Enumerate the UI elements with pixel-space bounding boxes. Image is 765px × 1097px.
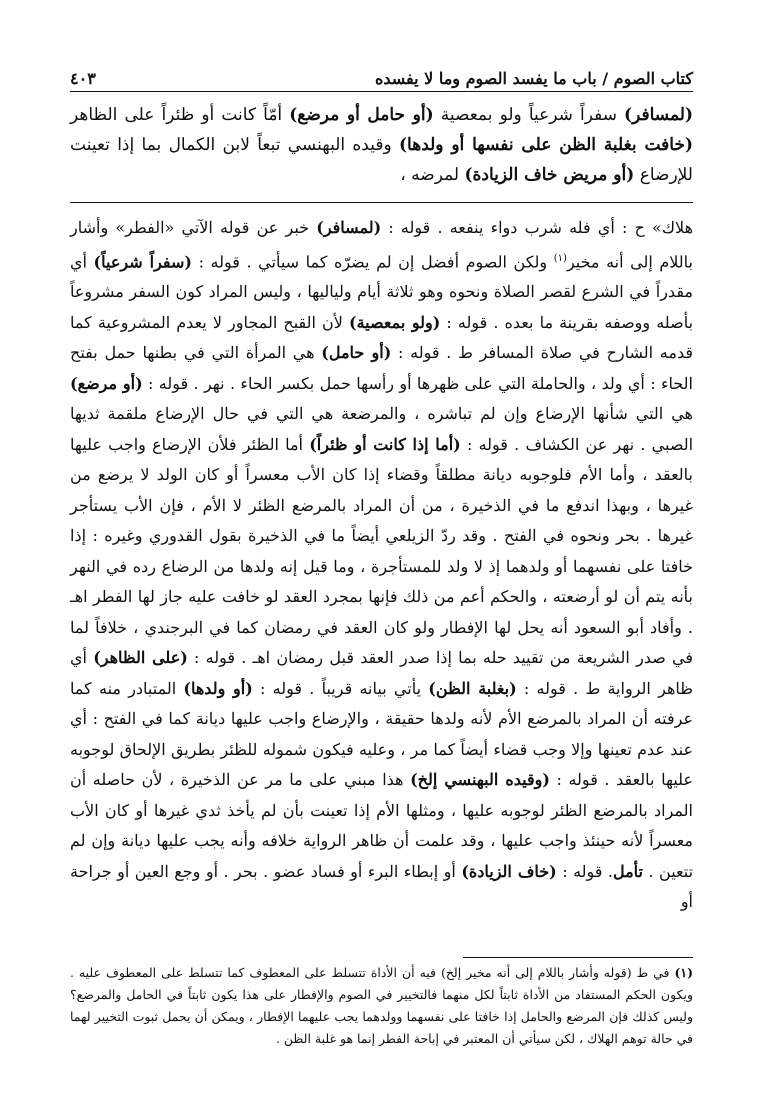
quoted-term: (أو ولدها)	[183, 678, 253, 698]
quoted-term: (خاف الزيادة)	[461, 861, 557, 881]
footnote	[70, 962, 693, 1050]
footnote-reference[interactable]: (١)	[553, 252, 567, 264]
commentary-text-run: هي المرأة التي في بطنها حمل بفتح الحاء : أي ولد ، والحاملة التي على ظهرها أو رأسها حمل بكسر الحاء . نهر . قوله :	[70, 343, 694, 393]
footnote-number: (١)	[674, 965, 693, 980]
commentary-text-run: . قوله :	[556, 861, 613, 881]
footnote-rule	[463, 957, 693, 958]
running-title: كتاب الصوم / باب ما يفسد الصوم وما لا يفسده	[374, 69, 693, 88]
quoted-term: (أو مرضع)	[70, 373, 143, 393]
quoted-term: (وقيده البهنسي إلخ)	[410, 770, 550, 790]
quoted-term: (أو حامل)	[321, 343, 392, 363]
page-header	[70, 58, 693, 88]
commentary-text-run: المتبادر منه كما عرفته أن المراد بالمرضع الأم لأنه ولدها حقيقة ، والإرضاع واجب عليها ديانة كما في الفتح : أي عند عدم تعينها وإلا وجب قضاء أيضاً كما مر ، وعليه فيكون شموله للظئر بطريق الإلحاق لوجوبه عليها بالعقد . قوله :	[70, 678, 693, 790]
commentary-text-run: هلاك» ح : أي فله شرب دواء ينفعه . قوله :	[381, 218, 694, 237]
section-divider	[70, 202, 693, 203]
matn-term: (أو مريض خاف الزيادة)	[464, 165, 635, 185]
commentary-text-run: ولكن الصوم أفضل إن لم يضرّه كما سيأتي . قوله :	[192, 251, 554, 271]
quoted-term: (لمسافر)	[316, 218, 382, 237]
commentary-text-run: أما الظئر فلأن الإرضاع واجب عليها بالعقد ، وأما الأم فلوجوبه ديانة مطلقاً وقضاء إذا كان الأب معسراً أو كان الولد لا يرضع من غيرها ، وبهذا اندفع ما في الذخيرة ، من أن المراد بالمرضع الظئر لا الأم ، فإن الأب يستأجر غيرها . بحر ونحوه في الفتح . وقد ردّ الزيلعي أيضاً ما في الذخيرة بقول القدوري وغيره : إذا خافتا على نفسهما أو ولدهما إذ لا ولد للمستأجرة ، وما قيل إنه ولدها من الرضاع رده في النهر بأنه يتم أن لو أرضعته ، والحكم أعم من ذلك فإنها بمجرد العقد لو خافت عليه جاز لها الفطر اهـ . وأفاد أبو السعود أنه يحل لها الإفطار ولو كان العقد في رمضان كما في البرجندي ، خلافاً لما في صدر الشريعة من تقييد حله بما إذا صدر العقد قبل رمضان اهـ . قوله :	[70, 434, 694, 668]
quoted-term: (ولو بمعصية)	[349, 312, 441, 332]
main-text	[70, 100, 693, 190]
commentary-paragraph	[70, 213, 693, 918]
matn-term: (لمسافر)	[624, 105, 693, 125]
page-number: ٤٠٣	[70, 69, 96, 88]
quoted-term: (على الظاهر)	[93, 648, 188, 668]
matn-text: لمرضه ،	[400, 165, 465, 185]
quoted-term: تأمل	[612, 861, 643, 881]
quoted-term: (أما إذا كانت أو ظئراً)	[309, 434, 461, 454]
commentary-text-run: خبر عن قوله الآتي «الفطر» وأشار باللام إلى أنه مخير	[70, 218, 694, 271]
quoted-term: (بغلبة الظن)	[428, 678, 517, 698]
commentary-text-run: هي التي شأنها الإرضاع وإن لم تباشره ، والمرضعة هي التي في حال الإرضاع ملقمة ثديها الصبي . نهر عن الكشاف . قوله :	[70, 404, 694, 454]
commentary-text-run: أي مقدراً في الشرع لقصر الصلاة ونحوه وهو ثلاثة أيام ولياليها ، وليس المراد كون السفر مشروعاً بأصله ووصفه بقرينة ما بعده . قوله :	[70, 251, 694, 332]
matn-text: وقيده البهنسي تبعاً لابن الكمال بما إذا تعينت للإرضاع	[70, 135, 693, 185]
matn-term: (أو حامل أو مرضع)	[289, 105, 434, 125]
main-paragraph	[70, 100, 693, 190]
commentary-text-run: أي ظاهر الرواية ط . قوله :	[70, 648, 693, 698]
commentary-text	[70, 213, 693, 918]
footnote-text: في ط (قوله وأشار باللام إلى أنه مخير إلخ) فيه أن الأداة تتسلط على المعطوف كما تتسلط على المعطوف عليه . ويكون الحكم المستفاد من الأداة ثابتاً لكل منهما فالتخيير في الصوم والإفطار على هذا يكون ثابتاً في الحامل والمرضع؟ وليس كذلك فإن المرضع والحامل إذا خافتا على نفسهما وولدهما يجب عليهما الإفطار ، ويمكن أن يحمل ثبوت التخيير لهما في حالة توهم الهلاك ، لكن سيأتي أن المعتبر في إباحة الفطر إنما هو غلبة الظن .	[70, 965, 693, 1046]
commentary-text-run: يأتي بيانه قريباً . قوله :	[252, 678, 429, 698]
matn-term: (خافت بغلبة الظن على نفسها أو ولدها)	[399, 135, 693, 155]
commentary-text-run: لأن القبح المجاور لا يعدم المشروعية كما قدمه الشارح في صلاة المسافر ط . قوله :	[70, 312, 694, 363]
matn-text: أمّاً كانت أو ظئراً على الظاهر	[70, 105, 290, 125]
footnote-paragraph	[70, 962, 693, 1050]
matn-text: سفراً شرعياً ولو بمعصية	[433, 105, 625, 125]
quoted-term: (سفراً شرعياً)	[93, 251, 193, 271]
header-rule	[70, 91, 693, 92]
commentary-text-run: أو إبطاء البرء أو فساد عضو . بحر . أو وجع العين أو جراحة أو	[70, 861, 693, 912]
commentary-text-run: هذا مبني على ما مر عن الذخيرة ، لأن حاصله أن المراد بالمرضع الظئر لوجوبه عليها ، ومثلها الأم إذا تعينت بأن لم يأخذ ثدي غيرها أو كان الأب معسراً لأنه حينئذ واجب عليها ، وقد علمت أن ظاهر الرواية خلافه وأنه يجب عليها ديانة وإن لم تتعين .	[70, 770, 694, 881]
